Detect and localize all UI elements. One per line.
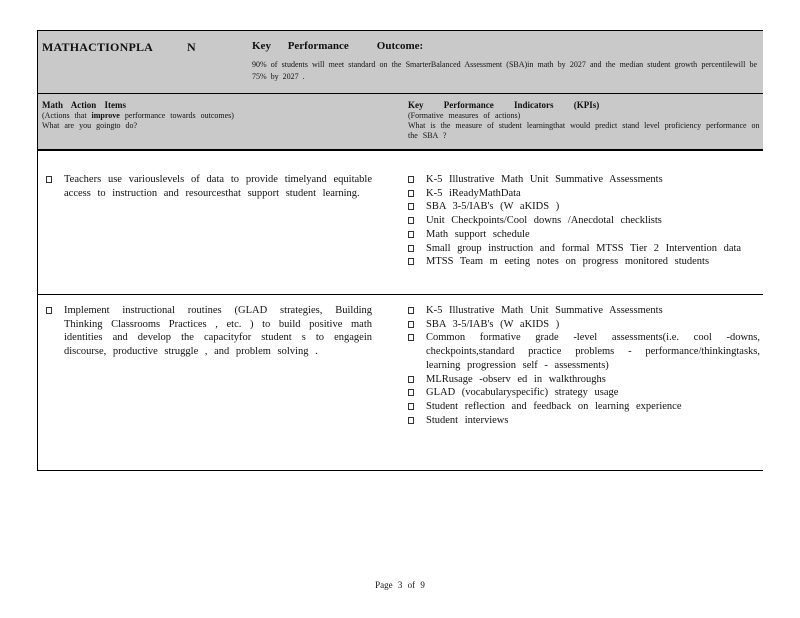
plan-header-row [38, 31, 763, 94]
kpi-text: MLRusage -observ ed in walkthroughs [426, 373, 606, 385]
checkbox-bullet-icon [408, 403, 414, 410]
right-column-sub1: (Formative measures of actions) [408, 111, 521, 120]
checkbox-bullet-icon [408, 231, 414, 238]
action-text: Teachers use variouslevels of data to provide timelyand equitable access to instruction and resourcesthat support student learning. [64, 174, 372, 199]
kpi-text: Student reflection and feedback on learning experience [426, 400, 682, 412]
right-column-sub2: What is the measure of student learningthat would predict stand level proficiency performance on the SBA ? [408, 121, 760, 140]
list-item [42, 173, 372, 200]
kpi-cell [408, 304, 760, 427]
list-item [408, 304, 760, 318]
list-item [408, 386, 760, 400]
kpi-text: Small group instruction and formal MTSS Tier 2 Intervention data [426, 242, 742, 254]
table-row [38, 295, 763, 471]
checkbox-bullet-icon [408, 203, 414, 210]
list-item [408, 214, 760, 228]
left-column-sub1 [42, 111, 372, 121]
checkbox-bullet-icon [408, 389, 414, 396]
left-column-title: Math Action Items [42, 100, 126, 110]
list-item [408, 400, 760, 414]
left-sub1-bold: improve [91, 111, 120, 120]
list-item [408, 187, 760, 201]
list-item [408, 373, 760, 387]
kpo-label-outcome: Outcome: [376, 40, 424, 52]
action-text: Implement instructional routines (GLAD strategies, Building Thinking Classrooms Practices , etc. ) to build positive math identities and develop the capacityfor student s to engagein discourse, productive struggle , and problem solving . [64, 305, 372, 358]
list-item [408, 242, 760, 256]
kpi-text: Unit Checkpoints/Cool downs /Anecdotal checklists [426, 215, 662, 227]
kpi-text: Common formative grade -level assessments(i.e. cool -downs, checkpoints,standard practice problems - performance/thinkingtasks, learning progression self - assessments) [426, 332, 760, 371]
checkbox-bullet-icon [408, 334, 414, 341]
checkbox-bullet-icon [408, 307, 414, 314]
checkbox-bullet-icon [408, 376, 414, 383]
kpi-text: Student interviews [426, 414, 509, 426]
list-item [408, 318, 760, 332]
list-item [408, 414, 760, 428]
right-column-title: Key Performance Indicators (KPIs) [408, 100, 600, 110]
checkbox-bullet-icon [46, 307, 52, 314]
checkbox-bullet-icon [408, 176, 414, 183]
kpi-text: SBA 3-5/IAB's (W aKIDS ) [426, 201, 560, 213]
table-row [38, 151, 763, 295]
checkbox-bullet-icon [408, 258, 414, 265]
left-sub1-c: performance towards outcomes) [119, 111, 234, 120]
plan-title-n: N [187, 40, 196, 54]
kpi-text: K-5 Illustrative Math Unit Summative Assessments [426, 174, 663, 185]
left-column-sub2: What are you goingto do? [42, 121, 138, 130]
plan-title: MATHACTIONPLA [42, 40, 154, 54]
page-number: Page 3 of 9 [375, 580, 425, 590]
kpi-text: K-5 iReadyMathData [426, 187, 521, 199]
checkbox-bullet-icon [408, 417, 414, 424]
left-sub1-a: (Actions that [42, 111, 92, 120]
checkbox-bullet-icon [408, 245, 414, 252]
kpi-text: GLAD (vocabularyspecific) strategy usage [426, 387, 619, 399]
list-item [408, 255, 760, 269]
checkbox-bullet-icon [408, 190, 414, 197]
kpi-text: K-5 Illustrative Math Unit Summative Assessments [426, 305, 663, 316]
list-item [408, 331, 760, 372]
kpi-text: SBA 3-5/IAB's (W aKIDS ) [426, 318, 560, 330]
list-item [408, 228, 760, 242]
action-plan-table [37, 30, 763, 471]
kpo-label [252, 40, 423, 52]
checkbox-bullet-icon [46, 176, 52, 183]
action-cell [42, 304, 372, 359]
list-item [42, 304, 372, 359]
kpi-text: Math support schedule [426, 228, 530, 240]
kpi-cell [408, 173, 760, 269]
list-item [408, 200, 760, 214]
kpo-label-text: Key Performance [252, 40, 349, 52]
list-item [408, 173, 760, 187]
kpo-text: 90% of students will meet standard on the SmarterBalanced Assessment (SBA)in math by 2027 and the median student growth percentilewill be 75% by 2027 . [252, 60, 757, 81]
left-column-header [42, 100, 372, 131]
column-header-row [38, 94, 763, 151]
checkbox-bullet-icon [408, 217, 414, 224]
checkbox-bullet-icon [408, 321, 414, 328]
action-cell [42, 173, 372, 200]
right-column-header [408, 100, 760, 141]
kpi-text: MTSS Team m eeting notes on progress monitored students [426, 256, 710, 268]
